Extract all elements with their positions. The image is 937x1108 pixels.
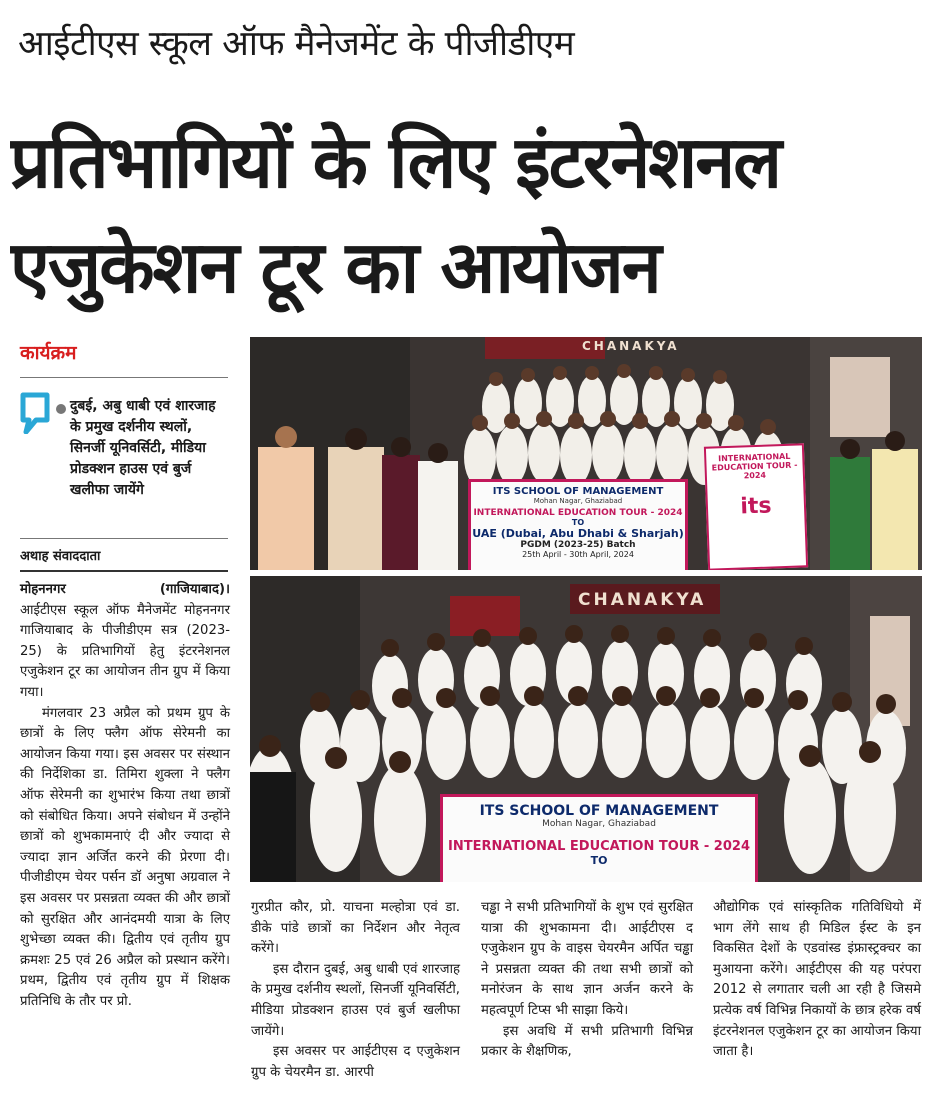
venue-sign: CHANAKYA xyxy=(578,590,707,610)
group-photo-1 xyxy=(250,337,922,570)
banner-to: TO xyxy=(571,518,585,527)
venue-sign: CHANAKYA xyxy=(582,339,680,353)
tour-banner xyxy=(440,794,758,882)
banner-tour-title: INTERNATIONAL EDUCATION TOUR - 2024 xyxy=(447,839,750,854)
byline-divider xyxy=(20,538,228,539)
paragraph: इस अवधि में सभी प्रतिभागी विभिन्न प्रकार के शैक्षणिक, xyxy=(481,1023,693,1060)
paragraph: गुरप्रीत कौर, प्रो. याचना मल्होत्रा एवं डा. डीके पांडे छात्रों का निर्देशन और नेतृत्व करेंगे। xyxy=(251,900,460,957)
article-headline xyxy=(10,110,930,320)
speech-bubble-icon xyxy=(20,392,50,434)
section-divider xyxy=(20,377,228,378)
dateline: मोहननगर (गाजियाबाद)। xyxy=(20,582,230,597)
paragraph: इस अवसर पर आईटीएस द एजुकेशन ग्रुप के चेयरमैन डा. आरपी xyxy=(251,1044,460,1080)
byline-divider-bottom xyxy=(20,570,228,572)
poster-logo: its xyxy=(739,493,772,520)
paragraph: इस दौरान दुबई, अबु धाबी एवं शारजाह के प्रमुख दर्शनीय स्थलों, सिनर्जी यूनिवर्सिटी, मीडिया प्रोडक्शन हाउस एवं बुर्ज खलीफा जायेंगे। xyxy=(251,961,460,1039)
banner-location: Mohan Nagar, Ghaziabad xyxy=(542,819,656,829)
banner-destination: UAE (Dubai, Abu Dhabi & Sharjah) xyxy=(472,527,684,540)
banner-school: ITS SCHOOL OF MANAGEMENT xyxy=(479,803,719,819)
tour-poster xyxy=(704,443,808,570)
banner-batch: PGDM (2023-25) Batch xyxy=(520,540,636,550)
group-photo-2 xyxy=(250,576,922,882)
banner-to: TO xyxy=(590,854,608,867)
poster-tour-text: INTERNATIONAL EDUCATION TOUR - 2024 xyxy=(711,451,798,481)
banner-dates: 25th April - 30th April, 2024 xyxy=(522,550,634,559)
banner-tour-title: INTERNATIONAL EDUCATION TOUR - 2024 xyxy=(473,508,683,518)
byline: अथाह संवाददाता xyxy=(20,549,101,564)
banner-location: Mohan Nagar, Ghaziabad xyxy=(533,497,623,505)
headline-line-2: एजुकेशन टूर का आयोजन xyxy=(10,225,660,309)
headline-line-1: प्रतिभागियों के लिए इंटरनेशनल xyxy=(10,120,781,204)
banner-school: ITS SCHOOL OF MANAGEMENT xyxy=(492,486,664,497)
article-column-4 xyxy=(713,898,921,1063)
paragraph: औद्योगिक एवं सांस्कृतिक गतिविधियो में भाग लेंगे साथ ही मिडिल ईस्ट के इन विकसित देशों के एडवांस्ड इंफ्रास्ट्रक्चर का मुआयना करेंगे। आईटीएस की यह परंपरा 2012 से लगातार चली आ रही है जिसमे प्रत्येक वर्ष विभिन्न निकायों के छात्र हरेक वर्ष इंटरनेशनल एजुकेशन टूर का आयोजन किया जाता है। xyxy=(713,900,921,1060)
paragraph: चड्ढा ने सभी प्रतिभागियों के शुभ एवं सुरक्षित यात्रा की शुभकामना दी। आईटीएस द एजुकेशन ग्रुप के वाइस चेयरमैन अर्पित चड्ढा ने प्रसन्नता व्यक्त की तथा सभी छात्रों को मनोरंजन के साथ ज्ञान अर्जन करने के महत्वपूर्ण टिप्स भी साझा किये। xyxy=(481,900,693,1018)
paragraph: मंगलवार 23 अप्रैल को प्रथम ग्रुप के छात्रों के लिए फ्लैग ऑफ सेरेमनी का आयोजन किया गया। इस अवसर पर संस्थान की निर्देशिका डा. तिमिरा शुक्ला ने फ्लैग ऑफ सेरेमनी का शुभारंभ किया तथा छात्रों को संबोधित किया। अपने संबोधन में उन्होंने छात्रों को शुभकामनाएं दी और ज्यादा से ज्यादा ज्ञान अर्जित करने की प्रेरणा दी। पीजीडीएम चेयर पर्सन डॉ अनुषा अग्रवाल ने इस अवसर पर प्रसन्नता व्यक्त की और छात्रों को सुरक्षित और आनंदमयी यात्रा के लिए शुभेच्छा व्यक्त की। द्वितीय एवं तृतीय ग्रुप क्रमशः 25 एवं 26 अप्रैल को प्रस्थान करेंगे।प्रथम, द्वितीय एवं तृतीय ग्रुप में शिक्षक प्रतिनिधि के तौर पर प्रो. xyxy=(20,705,230,1009)
tour-banner xyxy=(468,479,688,570)
highlight-summary: दुबई, अबु धाबी एवं शारजाह के प्रमुख दर्शनीय स्थलों, सिनर्जी यूनिवर्सिटी, मीडिया प्रोडक्शन हाउस एवं बुर्ज खलीफा जायेंगे xyxy=(70,398,216,498)
article-kicker: आईटीएस स्कूल ऑफ मैनेजमेंट के पीजीडीएम xyxy=(18,24,575,64)
section-label: कार्यक्रम xyxy=(20,342,77,364)
article-column-3 xyxy=(481,898,693,1063)
paragraph: आईटीएस स्कूल ऑफ मैनेजमेंट मोहननगर गाजियाबाद के पीजीडीएम सत्र (2023-25) के प्रतिभागियों हेतु इंटरनेशनल एजुकेशन टूर का आयोजन तीन ग्रुप में किया गया। xyxy=(20,602,230,700)
article-column-1 xyxy=(20,580,230,1012)
article-column-2 xyxy=(251,898,460,1083)
bullet-dot xyxy=(56,404,66,414)
